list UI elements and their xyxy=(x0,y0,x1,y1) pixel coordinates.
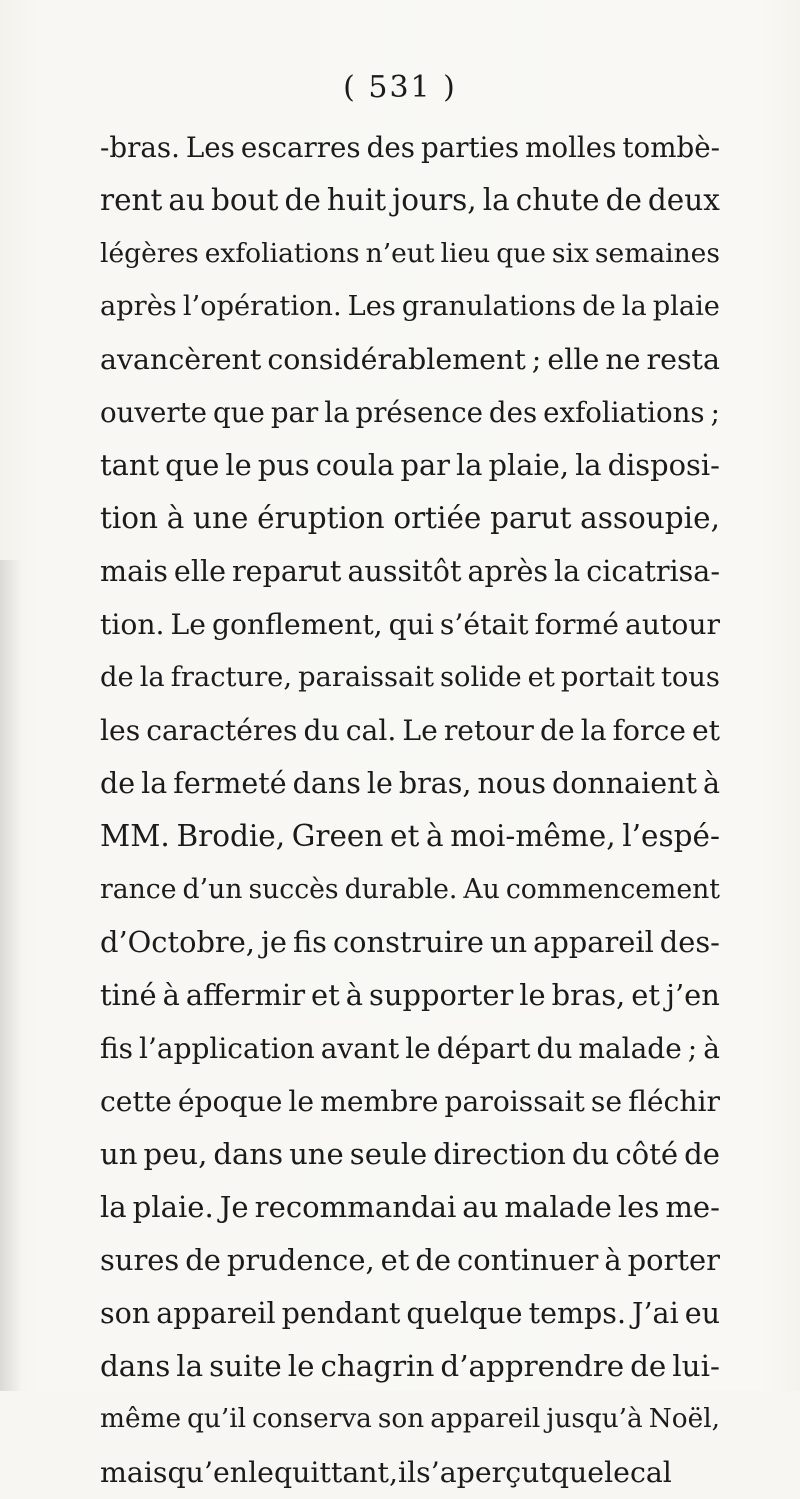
text-line: même qu’il conserva son appareil jusqu’à Noël, xyxy=(100,1404,720,1434)
text-line: mais qu’en le quittant, il s’aperçut que le cal xyxy=(100,1456,672,1489)
text-line: d’Octobre, je fis construire un appareil des- xyxy=(100,925,720,959)
text-line: mais elle reparut aussitôt après la cicatrisa- xyxy=(100,554,720,588)
text-line: cette époque le membre paroissait se fléchir xyxy=(100,1085,720,1118)
text-line: rance d’un succès durable. Au commencement xyxy=(100,874,720,905)
page-number: ( 531 ) xyxy=(343,70,457,105)
text-line: rent au bout de huit jours, la chute de deux xyxy=(100,183,720,217)
text-line: sures de prudence, et de continuer à porter xyxy=(100,1243,720,1277)
text-line: fis l’application avant le départ du malade ; à xyxy=(100,1032,720,1065)
text-line: de la fermeté dans le bras, nous donnaient à xyxy=(100,767,720,800)
text-line: un peu, dans une seule direction du côté de xyxy=(100,1137,720,1171)
text-line: dans la suite le chagrin d’apprendre de lui- xyxy=(100,1349,720,1383)
text-line: de la fracture, paraissait solide et portait tous xyxy=(100,662,720,693)
text-line: -bras. Les escarres des parties molles tombè- xyxy=(100,131,720,164)
text-line: tant que le pus coula par la plaie, la disposi- xyxy=(100,448,720,482)
text-line: tion à une éruption ortiée parut assoupie, xyxy=(100,501,720,535)
text-line: la plaie. Je recommandai au malade les me- xyxy=(100,1190,720,1224)
text-line: avancèrent considérablement ; elle ne resta xyxy=(100,343,720,376)
binding-shadow xyxy=(0,560,22,1391)
text-line: MM. Brodie, Green et à moi-même, l’espé- xyxy=(100,819,720,853)
text-line: ouverte que par la présence des exfoliations ; xyxy=(100,396,720,429)
text-line: son appareil pendant quelque temps. J’ai eu xyxy=(100,1296,720,1330)
text-line: légères exfoliations n’eut lieu que six semaines xyxy=(100,238,720,269)
text-line: les caractéres du cal. Le retour de la force et xyxy=(100,714,720,747)
text-line: tiné à affermir et à supporter le bras, et j’en xyxy=(100,978,720,1012)
body-text xyxy=(100,121,720,1499)
text-line: tion. Le gonflement, qui s’était formé autour xyxy=(100,608,720,641)
text-line: après l’opération. Les granulations de la plaie xyxy=(100,291,720,322)
